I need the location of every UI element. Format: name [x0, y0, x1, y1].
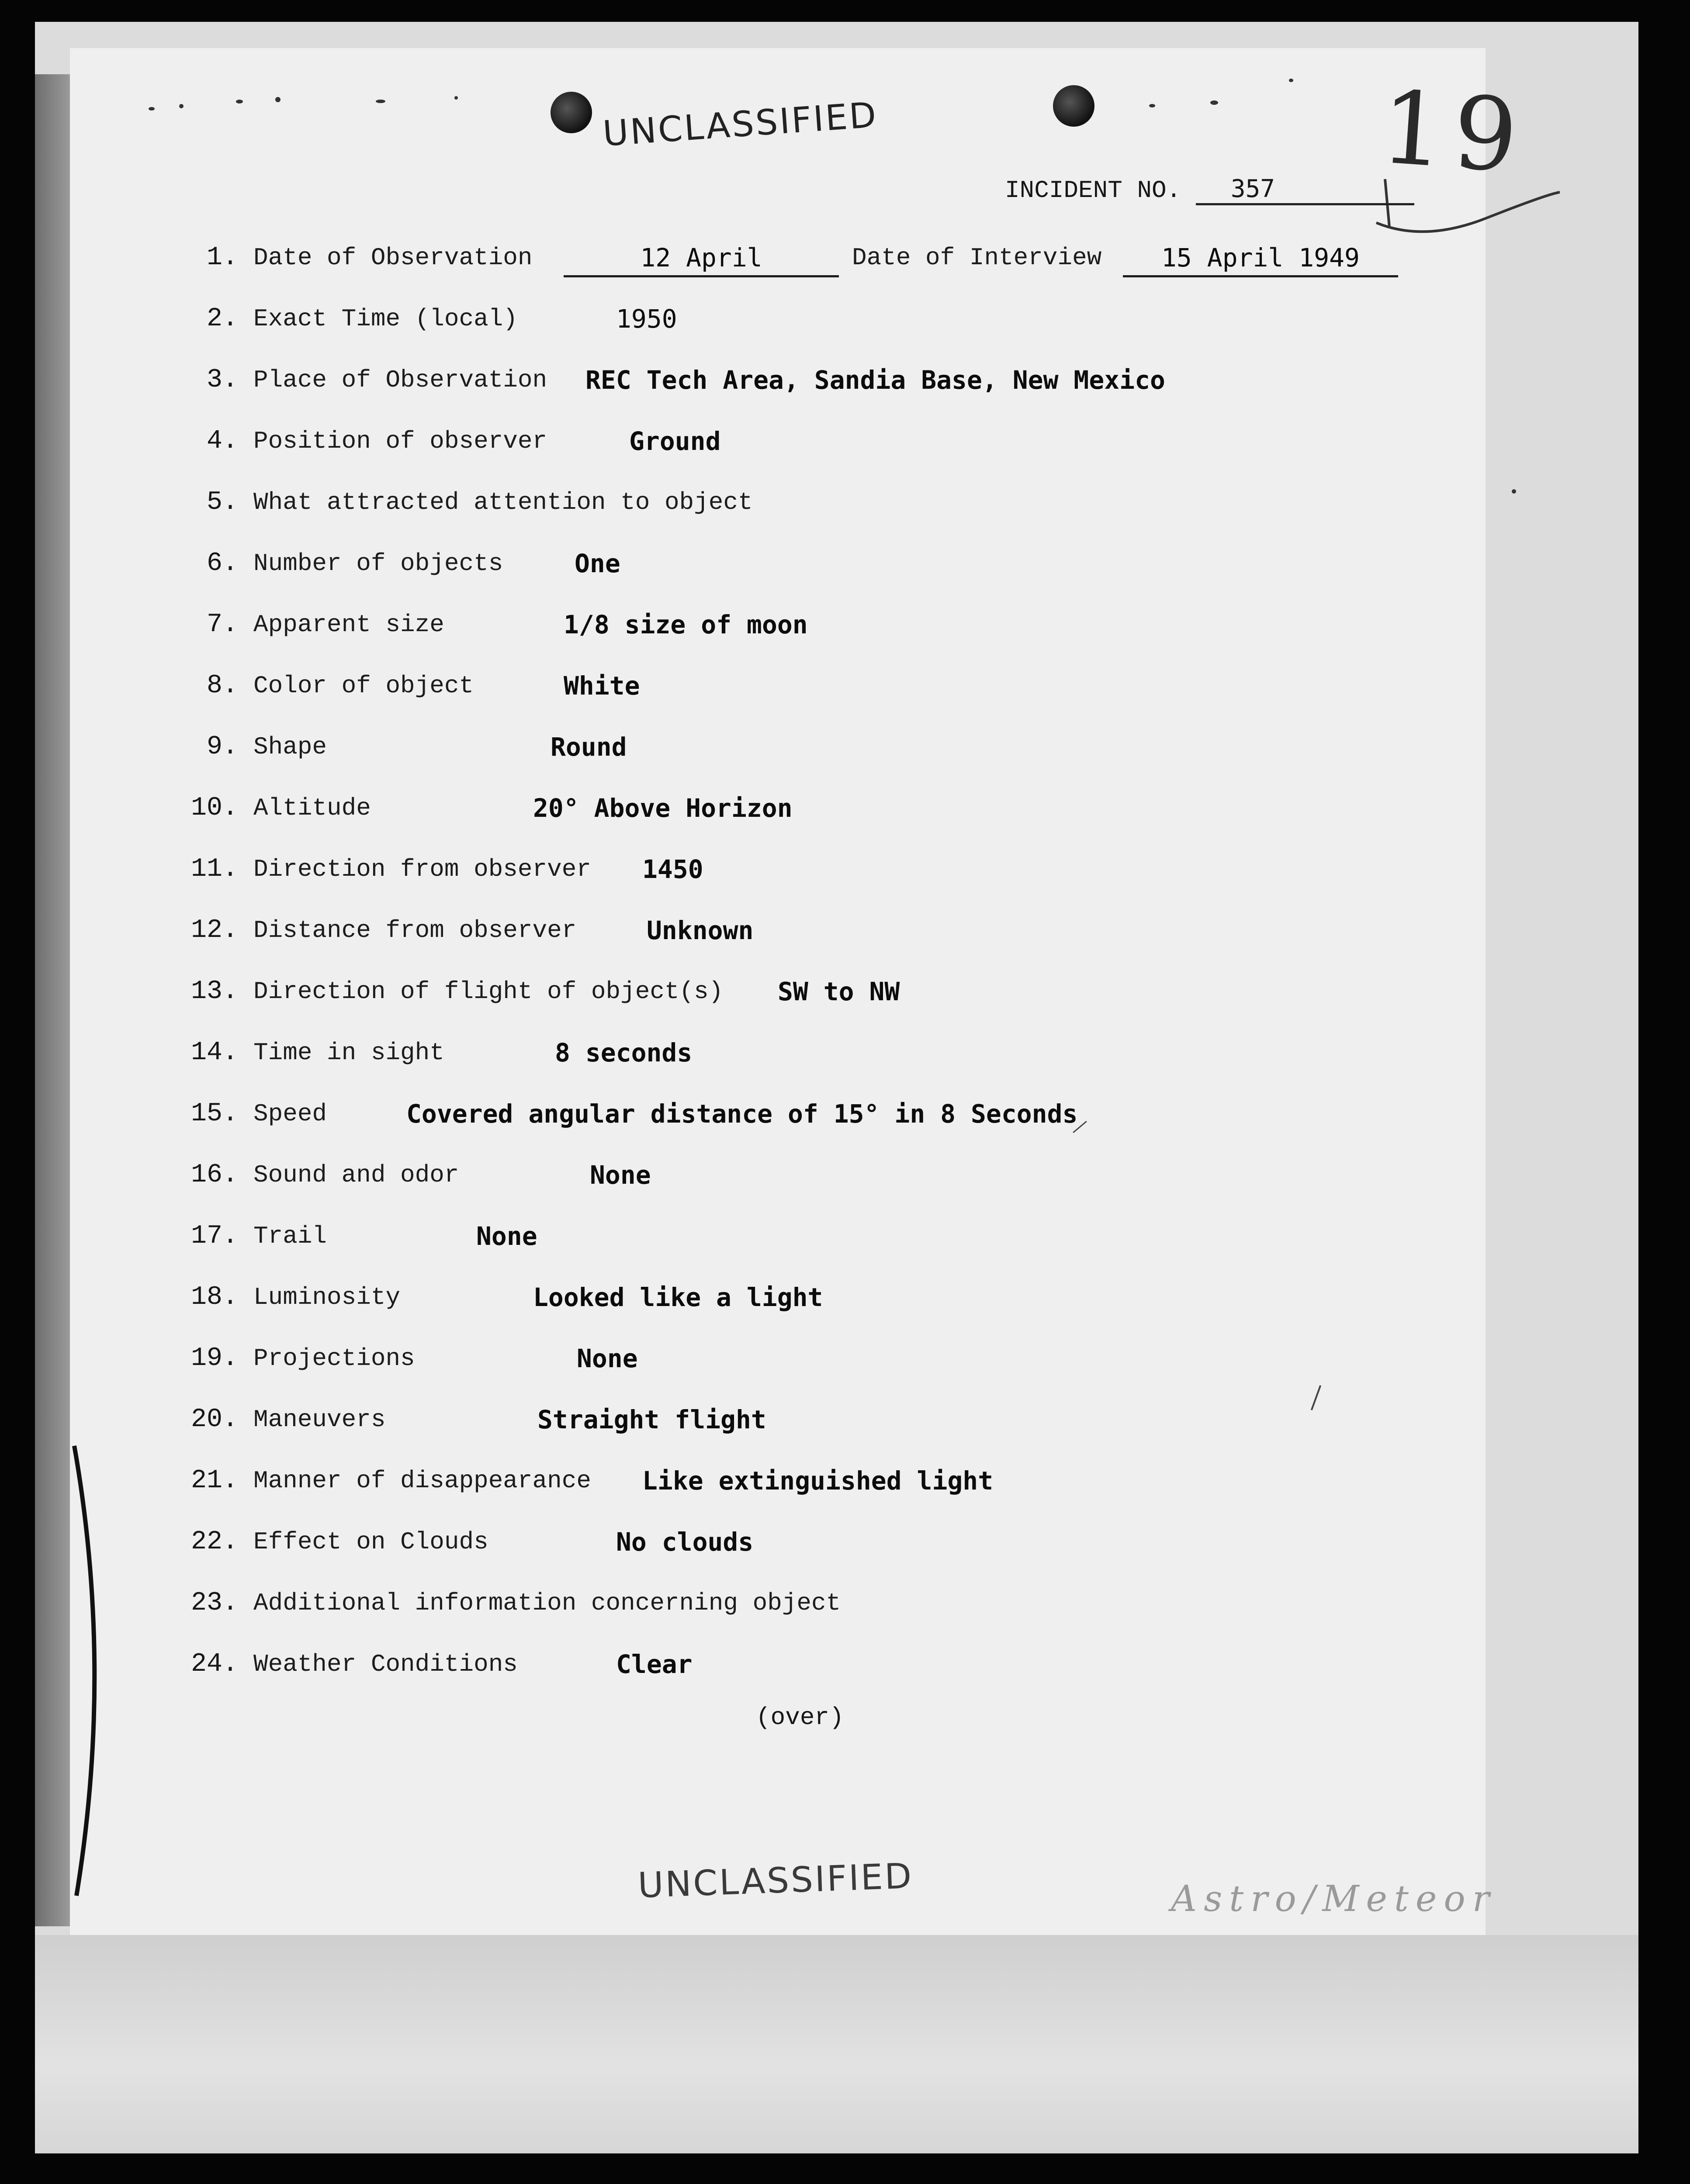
item-number: 1.: [206, 243, 238, 273]
item-value: Covered angular distance of 15° in 8 Seconds: [406, 1099, 1078, 1129]
item-number: 3.: [206, 365, 238, 395]
item-value: Looked like a light: [533, 1282, 823, 1312]
speck-mark: [149, 107, 155, 111]
item-value: 1/8 size of moon: [564, 610, 808, 639]
classification-stamp-bottom: UNCLASSIFIED: [637, 1856, 914, 1906]
item-label: Date of Observation: [253, 244, 533, 272]
item-value: One: [575, 549, 620, 578]
item-number: 18.: [190, 1282, 238, 1312]
item-number: 24.: [190, 1649, 238, 1679]
item-number: 9.: [206, 732, 238, 762]
item-label: Luminosity: [253, 1283, 401, 1311]
item-number: 7.: [206, 610, 238, 639]
item-label: Place of Observation: [253, 366, 547, 394]
item-label: Effect on Clouds: [253, 1528, 488, 1556]
document-page: [70, 48, 1530, 1935]
item-value: 20° Above Horizon: [533, 793, 793, 823]
item-label: Direction from observer: [253, 855, 591, 883]
speck-mark: [376, 100, 385, 103]
item-number: 12.: [190, 916, 238, 945]
item-label: Sound and odor: [253, 1161, 459, 1189]
scan-lower-margin: [35, 1935, 1638, 2153]
item-value: Unknown: [647, 916, 754, 945]
item-number: 22.: [190, 1527, 238, 1557]
item-number: 21.: [190, 1466, 238, 1496]
item-value: Clear: [616, 1649, 693, 1679]
item-label: Shape: [253, 733, 327, 761]
pencil-annotation: Astro/Meteor: [1171, 1878, 1496, 1920]
item-number: 6.: [206, 549, 238, 578]
item-label: Maneuvers: [253, 1406, 386, 1434]
item-label: Exact Time (local): [253, 305, 518, 333]
item-value: 1450: [642, 854, 703, 884]
speck-mark: [1512, 489, 1516, 494]
item-number: 2.: [206, 304, 238, 334]
item-number: 23.: [190, 1588, 238, 1618]
item-number: 5.: [206, 487, 238, 517]
punch-hole-icon: [1053, 85, 1094, 127]
item-label: Distance from observer: [253, 916, 577, 944]
item-number: 17.: [190, 1221, 238, 1251]
speck-mark: [1149, 104, 1155, 107]
item-label: Direction of flight of object(s): [253, 978, 724, 1006]
incident-value: 357: [1196, 175, 1414, 205]
speck-mark: [179, 104, 184, 108]
item-number: 15.: [190, 1099, 238, 1129]
scan-left-edge: [35, 74, 70, 1926]
item-value: None: [476, 1221, 537, 1251]
speck-mark: [1210, 100, 1218, 105]
item-value: Ground: [629, 426, 721, 456]
item-label: Trail: [253, 1222, 327, 1250]
item-value: REC Tech Area, Sandia Base, New Mexico: [585, 365, 1165, 395]
item-label: Projections: [253, 1344, 415, 1372]
speck-mark: [454, 96, 458, 100]
item-value: Like extinguished light: [642, 1466, 994, 1496]
item-label: Additional information concerning object: [253, 1589, 841, 1617]
item-value: Straight flight: [537, 1405, 766, 1434]
item-number: 14.: [190, 1038, 238, 1068]
speck-mark: [1289, 79, 1293, 82]
item-value-secondary: 15 April 1949: [1123, 240, 1398, 277]
item-label: Apparent size: [253, 611, 444, 639]
item-number: 8.: [206, 671, 238, 701]
item-value: Round: [551, 732, 627, 762]
stray-pen-mark: [1311, 1385, 1321, 1410]
item-label: Altitude: [253, 794, 371, 822]
footer-over-note: (over): [756, 1704, 844, 1731]
item-value: 1950: [616, 304, 677, 334]
item-label: Color of object: [253, 672, 474, 700]
item-value: 12 April: [564, 240, 839, 277]
item-number: 16.: [190, 1160, 238, 1190]
classification-stamp-top: UNCLASSIFIED: [601, 94, 880, 154]
item-label: Speed: [253, 1100, 327, 1128]
item-value: SW to NW: [778, 977, 900, 1006]
item-number: 19.: [190, 1344, 238, 1373]
item-label: Time in sight: [253, 1039, 444, 1067]
item-number: 13.: [190, 977, 238, 1006]
punch-hole-icon: [551, 92, 592, 133]
handwritten-page-number: 19: [1377, 69, 1530, 196]
item-label: What attracted attention to object: [253, 488, 753, 516]
item-label: Manner of disappearance: [253, 1467, 591, 1495]
item-label-secondary: Date of Interview: [852, 244, 1102, 272]
item-label: Number of objects: [253, 549, 503, 577]
item-value: None: [590, 1160, 651, 1190]
item-value: 8 seconds: [555, 1038, 693, 1068]
item-number: 4.: [206, 426, 238, 456]
item-label: Position of observer: [253, 427, 547, 455]
incident-number: [1005, 175, 1414, 205]
item-value: White: [564, 671, 640, 701]
margin-bracket-mark: [66, 1441, 118, 1900]
item-number: 11.: [190, 854, 238, 884]
speck-mark: [275, 97, 281, 102]
item-value: None: [577, 1344, 638, 1373]
item-number: 10.: [190, 793, 238, 823]
incident-label: INCIDENT NO.: [1005, 176, 1181, 204]
speck-mark: [236, 100, 243, 104]
item-number: 20.: [190, 1405, 238, 1434]
item-label: Weather Conditions: [253, 1650, 518, 1678]
item-value: No clouds: [616, 1527, 754, 1557]
